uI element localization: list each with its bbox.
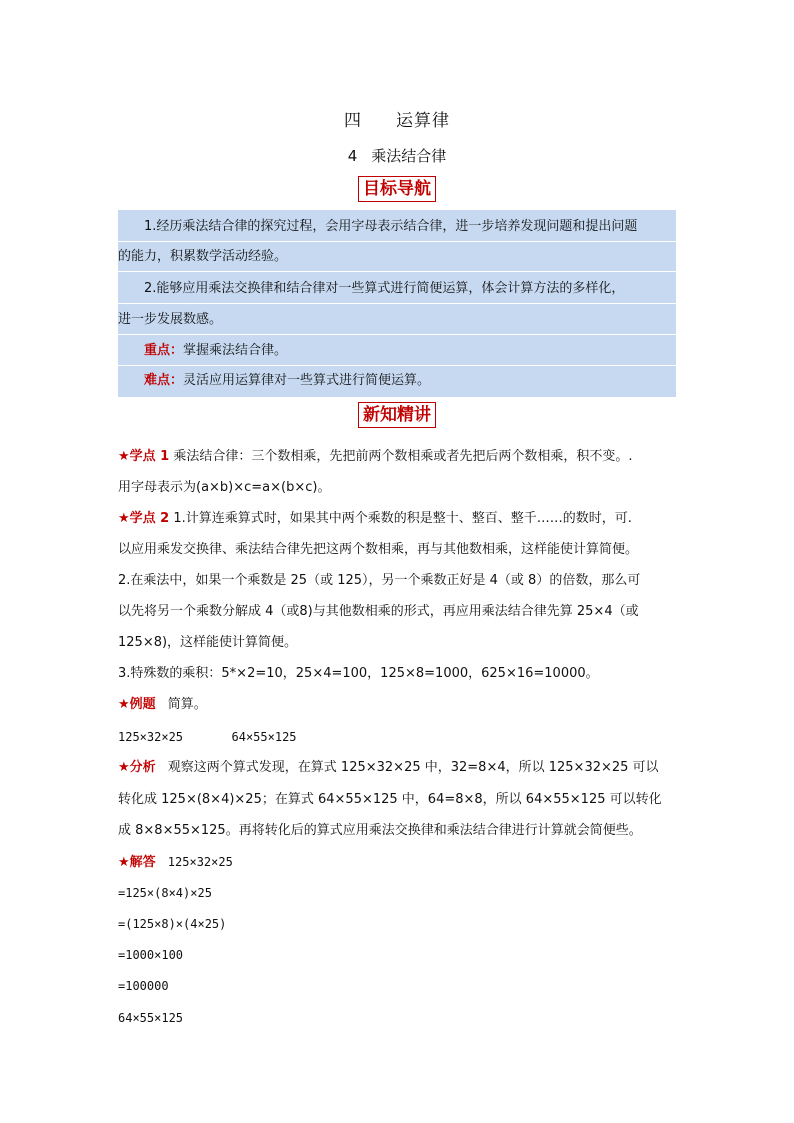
point-1-text: 乘法结合律：三个数相乘，先把前两个数相乘或者先把后两个数相乘，积不变。. — [173, 449, 633, 464]
key-point — [118, 336, 676, 366]
point-2-line-3: 2.在乘法中，如果一个乘数是 25（或 125），另一个乘数正好是 4（或 8）的倍数，那么可 — [118, 573, 641, 588]
example-text: 简算。 — [167, 697, 207, 712]
solution-step: =100000 — [118, 979, 169, 993]
point-1-line-1 — [118, 447, 676, 467]
point-2-label: ★学点 2 — [118, 511, 170, 526]
example-label: ★例题 — [118, 697, 156, 712]
difficulty-label: 难点： — [144, 373, 184, 388]
point-2-line-6: 3.特殊数的乘积：5*×2=10，25×4=100，125×8=1000，625×16=10000。 — [118, 666, 599, 681]
example-expr-2: 64×55×125 — [231, 730, 297, 744]
example-heading — [118, 695, 676, 715]
solution-step: 64×55×125 — [118, 1011, 184, 1025]
example-expr-1: 125×32×25 — [118, 730, 184, 744]
chapter-name: 运算律 — [396, 111, 450, 131]
goal-1-line-1: 1.经历乘法结合律的探究过程，会用字母表示结合律，进一步培养发现问题和提出问题 — [118, 212, 676, 242]
difficulty-text: 灵活应用运算律对一些算式进行简便运算。 — [183, 373, 431, 388]
difficulty-point — [118, 366, 676, 396]
lesson-number: 4 — [347, 147, 358, 165]
example-expressions — [118, 727, 676, 747]
solution-label: ★解答 — [118, 855, 156, 870]
solution-heading — [118, 852, 676, 873]
point-1-label: ★学点 1 — [118, 449, 170, 464]
goals-box — [118, 210, 676, 397]
chapter-title — [0, 106, 794, 131]
analysis-text: 观察这两个算式发现，在算式 125×32×25 中，32=8×4，所以 125×32×25 可以 — [167, 760, 659, 775]
analysis-line-3: 成 8×8×55×125。再将转化后的算式应用乘法交换律和乘法结合律进行计算就会简便些。 — [118, 823, 642, 838]
lesson-name: 乘法结合律 — [371, 147, 447, 165]
point-2-text: 1.计算连乘算式时，如果其中两个乘数的积是整十、整百、整千……的数时，可. — [173, 511, 632, 526]
point-2-line-2: 以应用乘发交换律、乘法结合律先把这两个数相乘，再与其他数相乘，这样能使计算简便。 — [118, 542, 639, 557]
analysis-label: ★分析 — [118, 760, 156, 775]
point-2-line-5: 125×8)，这样能使计算简便。 — [118, 635, 298, 650]
solution-first: 125×32×25 — [167, 855, 233, 869]
key-point-label: 重点： — [144, 343, 184, 358]
chapter-number: 四 — [344, 111, 362, 131]
new-knowledge-badge: 新知精讲 — [358, 402, 436, 428]
goal-2-line-2: 进一步发展数感。 — [118, 305, 676, 335]
analysis-line-1 — [118, 758, 676, 778]
point-2-line-1 — [118, 509, 676, 529]
point-2-line-4: 以先将另一个乘数分解成 4（或8)与其他数相乘的形式，再应用乘法结合律先算 25×4（或 — [118, 604, 639, 619]
goal-2-line-1: 2.能够应用乘法交换律和结合律对一些算式进行简便运算，体会计算方法的多样化， — [118, 274, 676, 304]
solution-step: =125×(8×4)×25 — [118, 886, 212, 900]
point-1-line-2: 用字母表示为(a×b)×c=a×(b×c)。 — [118, 480, 331, 495]
goal-1-line-2: 的能力，积累数学活动经验。 — [118, 242, 676, 272]
key-point-text: 掌握乘法结合律。 — [183, 343, 288, 358]
lesson-title — [0, 145, 794, 166]
goals-badge: 目标导航 — [358, 176, 436, 202]
solution-step: =(125×8)×(4×25) — [118, 917, 227, 931]
solution-step: =1000×100 — [118, 948, 184, 962]
analysis-line-2: 转化成 125×(8×4)×25；在算式 64×55×125 中，64=8×8，所以 64×55×125 可以转化 — [118, 792, 662, 807]
